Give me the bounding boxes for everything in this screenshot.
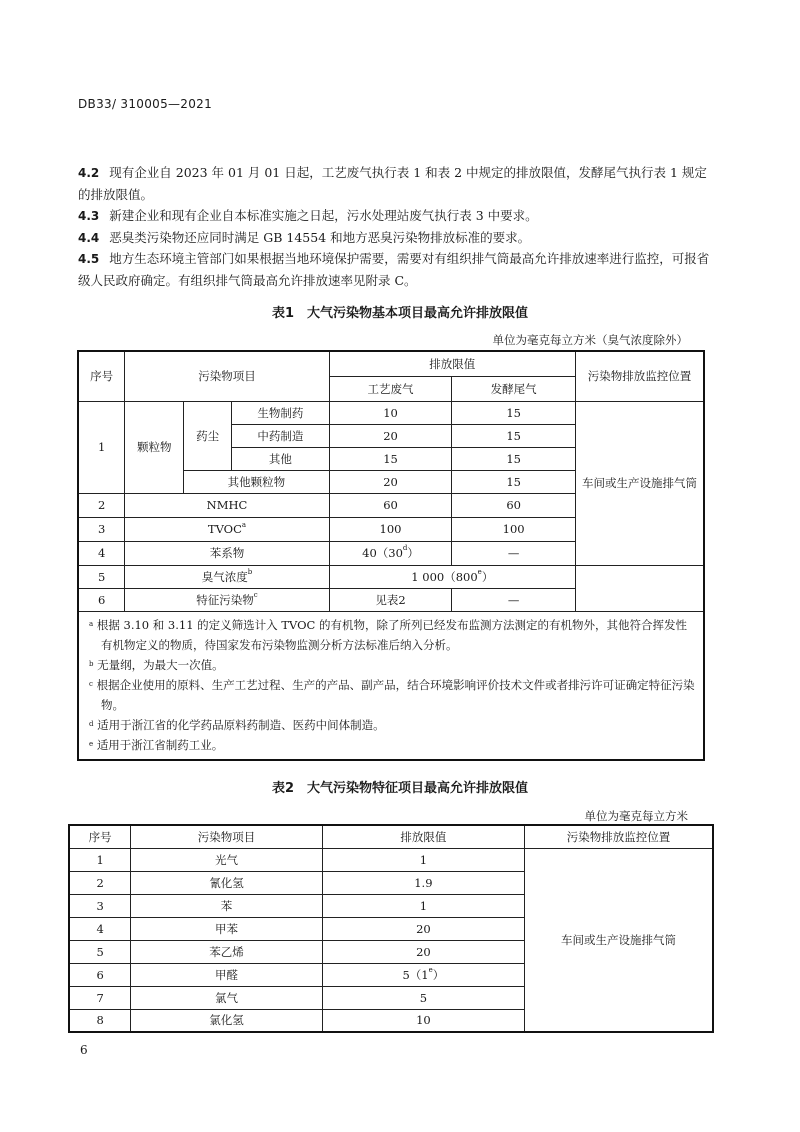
table-row — [78, 588, 704, 611]
table-cell — [125, 517, 329, 541]
table-row — [69, 848, 713, 871]
table-cell: 1 — [78, 401, 125, 493]
table2-unit: 单位为毫克每立方米 — [584, 809, 688, 823]
table-cell: 苯系物 — [125, 541, 329, 565]
table-cell: 3 — [78, 517, 125, 541]
footnote-mark: b — [89, 659, 94, 668]
clause-text: 恶臭类污染物还应同时满足 GB 14554 和地方恶臭污染物排放标准的要求。 — [109, 230, 531, 245]
table1-header-ferment: 发酵尾气 — [452, 376, 576, 401]
table1-header-limit: 排放限值 — [329, 351, 575, 376]
table-cell: 5 — [322, 986, 524, 1009]
table1-location-cell: 车间或生产设施排气筒 — [575, 401, 704, 565]
footnote-mark: e — [428, 965, 433, 974]
footnote-mark: d — [89, 719, 94, 728]
table-cell: — — [452, 588, 576, 611]
table-cell: 2 — [69, 871, 131, 894]
clause-text: 地方生态环境主管部门如果根据当地环境保护需要，需要对有组织排气筒最高允许排放速率进行监控，可报省级人民政府确定。有组织排气筒最高允许排放速率见附录 C。 — [78, 251, 710, 288]
table-cell: 15 — [452, 470, 576, 493]
table-cell: 氰化氢 — [131, 871, 322, 894]
clause-number: 4.3 — [78, 209, 100, 223]
clause-number: 4.2 — [78, 166, 100, 180]
table-cell: 1.9 — [322, 871, 524, 894]
table-cell: 1 — [322, 894, 524, 917]
footnote-mark: b — [247, 567, 253, 576]
table2-header-item: 污染物项目 — [131, 825, 322, 848]
cell-text: TVOC — [207, 522, 242, 536]
table-cell: 生物制药 — [232, 401, 330, 424]
table1 — [77, 350, 705, 761]
table-cell: 甲苯 — [131, 917, 322, 940]
footnote-text: 适用于浙江省制药工业。 — [96, 737, 224, 752]
table-cell — [125, 588, 329, 611]
table-cell: 4 — [78, 541, 125, 565]
table-cell: 1 — [322, 848, 524, 871]
table1-header-process: 工艺废气 — [329, 376, 452, 401]
footnote-text: 适用于浙江省的化学药品原料药制造、医药中间体制造。 — [97, 717, 385, 732]
table2-header-seq: 序号 — [69, 825, 131, 848]
cell-text: 特征污染物 — [196, 592, 254, 607]
clause-4-3 — [78, 205, 710, 227]
table-cell: 其他 — [232, 447, 330, 470]
table2-location-cell: 车间或生产设施排气筒 — [525, 848, 713, 1032]
table2 — [68, 824, 714, 1033]
table-cell: 氯气 — [131, 986, 322, 1009]
table-cell: 2 — [78, 493, 125, 517]
table1-footnotes — [78, 611, 704, 760]
table-cell: 8 — [69, 1009, 131, 1032]
table-cell — [329, 541, 452, 565]
table-cell: 60 — [452, 493, 576, 517]
table-cell: 20 — [322, 940, 524, 963]
page-number: 6 — [80, 1043, 88, 1057]
footnote-text: 根据企业使用的原料、生产工艺过程、生产的产品、副产品，结合环境影响评价技术文件或者排污许可证确定特征污染物。 — [96, 677, 695, 712]
table-cell: 20 — [329, 424, 452, 447]
table-cell: 氯化氢 — [131, 1009, 322, 1032]
table-row — [78, 401, 704, 424]
table-cell: 60 — [329, 493, 452, 517]
footnote — [89, 735, 695, 755]
clause-4-2 — [78, 162, 710, 205]
table-cell: NMHC — [125, 493, 329, 517]
footnote-mark: e — [89, 739, 94, 748]
table-cell: 20 — [322, 917, 524, 940]
table-cell: 4 — [69, 917, 131, 940]
cell-text: 臭气浓度 — [201, 569, 248, 584]
table1-header-item: 污染物项目 — [125, 351, 329, 401]
footnote-mark: a — [89, 619, 94, 628]
clause-number: 4.5 — [78, 252, 100, 266]
clause-4-4 — [78, 227, 710, 249]
table-cell: 药尘 — [184, 401, 232, 470]
footnote-mark: a — [241, 521, 247, 529]
table-cell — [322, 963, 524, 986]
cell-text: ） — [481, 569, 494, 584]
table-cell: 15 — [329, 447, 452, 470]
footnote — [89, 615, 695, 655]
table2-caption: 表2 大气污染物特征项目最高允许排放限值 — [271, 781, 529, 796]
table1-header-seq: 序号 — [78, 351, 125, 401]
footnote-mark: d — [402, 544, 408, 552]
table-cell: 15 — [452, 424, 576, 447]
table-cell: 15 — [452, 447, 576, 470]
table-cell: 20 — [329, 470, 452, 493]
cell-text: 5（1 — [402, 967, 429, 982]
table-cell: 苯 — [131, 894, 322, 917]
footnote-text: 根据 3.10 和 3.11 的定义筛选计入 TVOC 的有机物，除了所列已经发布监测方法测定的有机物外，其他符合挥发性有机物定义的物质，待国家发布污染物监测分析方法标准后纳入分析。 — [96, 617, 687, 652]
table-cell: 颗粒物 — [125, 401, 184, 493]
table-cell: — — [452, 541, 576, 565]
footnote-mark: c — [89, 679, 93, 688]
table-cell: 15 — [452, 401, 576, 424]
table-row — [78, 565, 704, 588]
table-cell: 5 — [69, 940, 131, 963]
table-cell: 10 — [329, 401, 452, 424]
table-cell: 甲醛 — [131, 963, 322, 986]
table-cell: 1 — [69, 848, 131, 871]
table-cell: 6 — [69, 963, 131, 986]
table1-unit: 单位为毫克每立方米（臭气浓度除外） — [492, 333, 688, 347]
footnote — [89, 675, 695, 715]
table-cell: 5 — [78, 565, 125, 588]
clause-text: 新建企业和现有企业自本标准实施之日起，污水处理站废气执行表 3 中要求。 — [109, 208, 538, 223]
clause-number: 4.4 — [78, 231, 100, 245]
table2-header-location: 污染物排放监控位置 — [525, 825, 713, 848]
footnote-mark: c — [253, 590, 258, 599]
footnote — [89, 715, 695, 735]
table2-header-limit: 排放限值 — [322, 825, 524, 848]
table-cell: 光气 — [131, 848, 322, 871]
table1-header-location: 污染物排放监控位置 — [575, 351, 704, 401]
table-cell: 100 — [329, 517, 452, 541]
table-cell: 中药制造 — [232, 424, 330, 447]
table-cell: 苯乙烯 — [131, 940, 322, 963]
table-cell: 7 — [69, 986, 131, 1009]
footnote-mark: e — [477, 567, 482, 576]
cell-text: ） — [432, 967, 445, 982]
cell-text: ） — [407, 546, 419, 560]
table-cell — [329, 565, 575, 588]
document-code: DB33/ 310005—2021 — [78, 97, 213, 111]
footnote — [89, 655, 695, 675]
clause-text: 现有企业自 2023 年 01 月 01 日起，工艺废气执行表 1 和表 2 中规定的排放限值，发酵尾气执行表 1 规定的排放限值。 — [78, 165, 707, 202]
table-cell: 10 — [322, 1009, 524, 1032]
table-cell: 3 — [69, 894, 131, 917]
clause-4-5 — [78, 248, 710, 291]
table1-caption: 表1 大气污染物基本项目最高允许排放限值 — [271, 306, 529, 321]
table-cell — [125, 565, 329, 588]
table-cell: 6 — [78, 588, 125, 611]
table-cell: 见表2 — [329, 588, 452, 611]
cell-text: 1 000（800 — [411, 569, 478, 584]
cell-text: 40（30 — [362, 546, 403, 560]
footnote-text: 无量纲，为最大一次值。 — [97, 657, 224, 672]
table-cell: 其他颗粒物 — [184, 470, 330, 493]
table-cell: 100 — [452, 517, 576, 541]
